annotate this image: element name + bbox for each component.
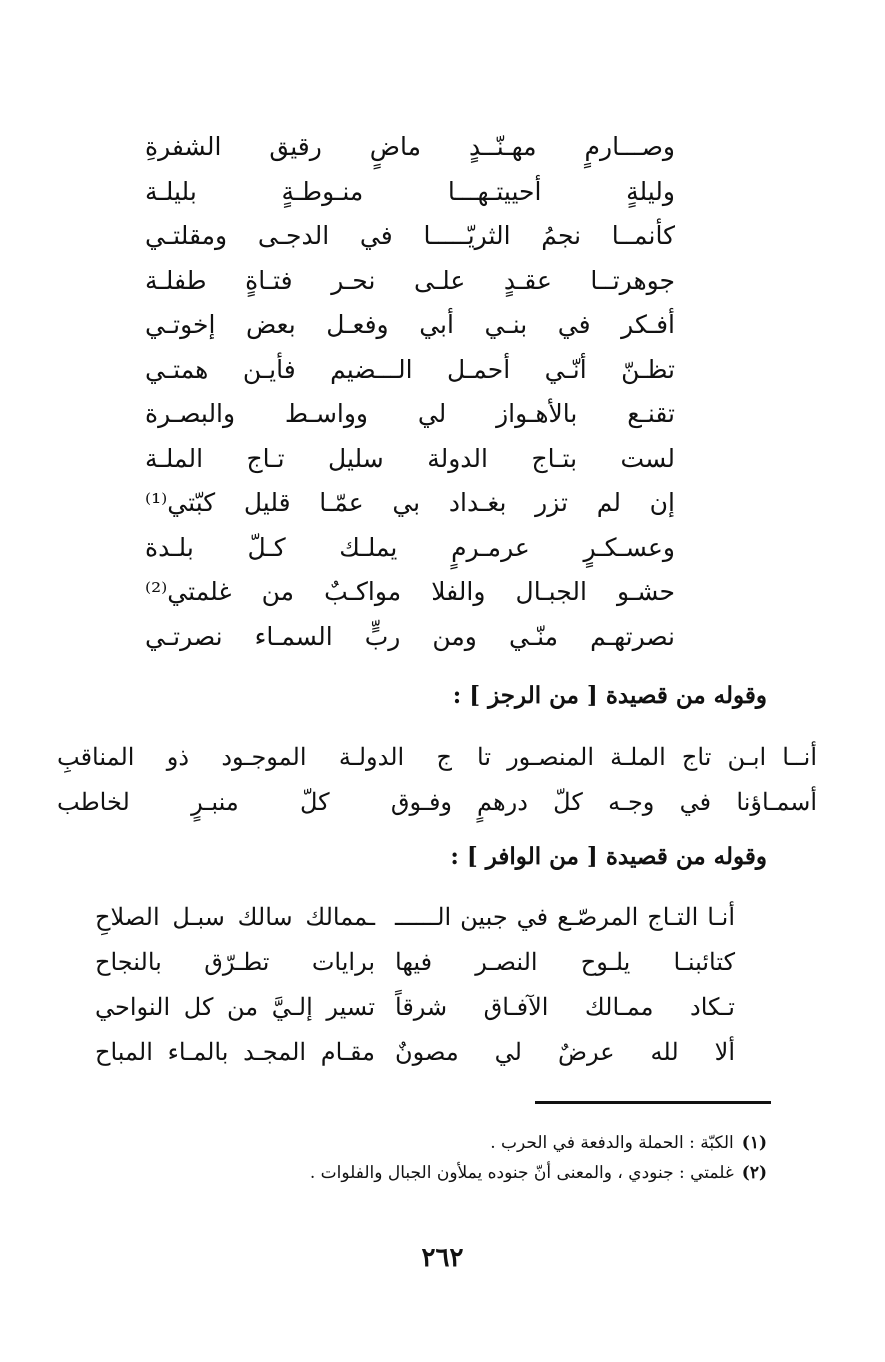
poem-line: نصرتهـم منّـي ومن ربٍّ السمـاء نصرتـي [145, 621, 675, 651]
poem-line: وليلةٍ أحييتـهـــا منـوطـةٍ بليلـة [145, 176, 675, 206]
second-hemistich: برايات تطـرّق بالنجاح [95, 948, 375, 976]
poem-line: إن لم تزر بغـداد بي عمّـا قليل كبّتي⁽¹⁾ [145, 488, 675, 517]
second-hemistich: وفـوق كلّ منبـرٍ لخاطب [57, 788, 452, 816]
first-hemistich: تـكاد ممـالك الآفـاق شرقاً [395, 993, 735, 1021]
first-hemistich: ألا لله عرضٌ لي مصونٌ [395, 1038, 735, 1066]
verse-line [57, 780, 817, 825]
poem-wafir-couplets [95, 895, 735, 1075]
poem-line: تقنـع بالأهـواز لي وواسـط والبصـرة [145, 399, 675, 428]
footnote-number: (٢) [741, 1163, 767, 1183]
verse-line [57, 735, 817, 780]
footnote-separator [535, 1101, 771, 1104]
footnote [87, 1128, 767, 1158]
footnote [87, 1158, 767, 1188]
poem-rajaz-lines [145, 125, 675, 659]
first-hemistich: أنـا التـاج المرصّـع في جبين الــــــ [395, 903, 735, 931]
first-hemistich: أسمـاؤنا في وجـه كلّ درهمٍ [477, 788, 817, 816]
footnote-text: غلمتي : جنودي ، والمعنى أنّ جنوده يملأون الجبال والفلوات . [309, 1163, 734, 1183]
poem-line: كأنمــا نجمُ الثريّـــــا في الدجـى ومقلتـي [145, 221, 675, 250]
verse-line [95, 985, 735, 1030]
footnote-text: الكبّة : الحملة والدفعة في الحرب . [490, 1133, 734, 1153]
section-intro-wafir: وقوله من قصيدة [ من الوافر ] : [450, 843, 767, 870]
verse-line [95, 940, 735, 985]
second-hemistich: مقـام المجـد بالمـاء المباح [95, 1038, 375, 1066]
poem-rajaz-couplets [57, 735, 817, 825]
poem-line: حشـو الجبـال والفلا مواكـبٌ من غلمتي⁽²⁾ [145, 577, 675, 606]
second-hemistich: ـممالك سالك سبـل الصلاحِ [95, 903, 375, 931]
poem-line: لست بتـاج الدولة سليل تـاج الملـة [145, 443, 675, 473]
footnote-number: (١) [741, 1133, 767, 1153]
page-number: ٢٦٢ [421, 1243, 464, 1273]
poem-line: وعسـكـرٍ عرمـرمٍ يملـك كـلّ بلـدة [145, 532, 675, 562]
section-intro-rajaz: وقوله من قصيدة [ من الرجز ] : [452, 682, 767, 709]
poem-line: أفـكر في بنـي أبي وفعـل بعض إخوتـي [145, 310, 675, 339]
poem-line: وصـــارمٍ مهـنّــدٍ ماضٍ رقيق الشفرةِ [145, 132, 675, 161]
second-hemistich: تسير إلـيَّ من كل النواحي [95, 993, 375, 1021]
verse-line [95, 895, 735, 940]
verse-line [95, 1030, 735, 1075]
second-hemistich: ج الدولـة الموجـود ذو المناقبِ [57, 743, 452, 771]
first-hemistich: كتائبنـا يلـوح النصـر فيها [395, 948, 735, 976]
footnotes [87, 1128, 767, 1188]
poem-line: تظـنّ أنّـي أحمـل الـــضيم فأيـن همتـي [145, 354, 675, 384]
first-hemistich: أنــا ابـن تاج الملـة المنصـور تا [477, 743, 817, 771]
poem-line: جوهرتــا عقـدٍ علـى نحـر فتـاةٍ طفلـة [145, 265, 675, 295]
